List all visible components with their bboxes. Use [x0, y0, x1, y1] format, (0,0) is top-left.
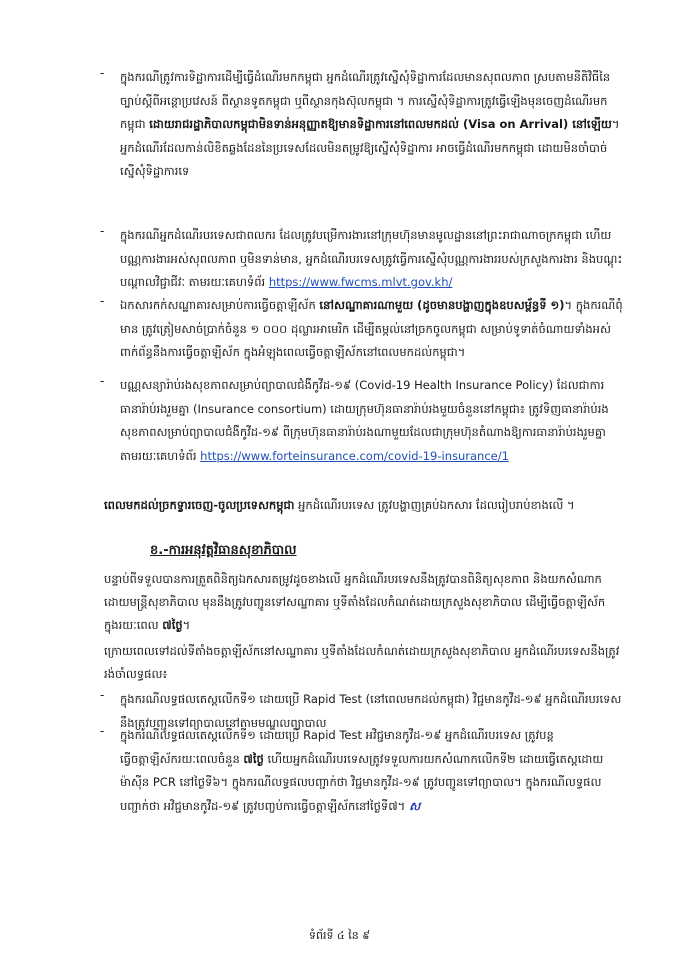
- health-paragraph-2: ក្រោយពេលទៅដល់ទីតាំងចត្តាឡីស័កនៅសណ្ឋាគារ ឬទីតាំងដែលកំណត់ដោយក្រសួងសុខាភិបាល អ្នកដំណើរបរទេសនឹងត្រូវរង់ចាំលទ្ធផល៖: [104, 644, 620, 681]
- arrival-paragraph: ពេលមកដល់ច្រកទ្វារចេញ-ចូលប្រទេសកម្ពុជា អ្នកដំណើរបរទេស ត្រូវបង្ហាញគ្រប់ឯកសារ ដែលរៀបរាប់ខាងលើ ។: [104, 498, 575, 512]
- section-heading: ខ.-ការអនុវត្តវិធានសុខាភិបាល: [150, 543, 297, 558]
- bullet-dash: -: [100, 688, 105, 702]
- list-item: [100, 374, 624, 492]
- bullet-dash: -: [100, 294, 105, 308]
- positive-result-text: ក្នុងករណីលទ្ធផលតេស្តលើកទី១ ដោយប្រើ Rapid Test (នៅពេលមកដល់កម្ពុជា) វិជ្ជមានកូវីដ-១៩ អ្នកដំណើរបរទេសនឹងត្រូវបញ្ជូនទៅព្យាបាលនៅតាមមណ្ឌលព្យាបាល: [120, 692, 622, 730]
- bullet-dash: -: [100, 224, 105, 238]
- work-permit-text: ក្នុងករណីអ្នកដំណើរបរទេសជាពលករ ដែលត្រូវបម្រើការងារនៅក្រុមហ៊ុនមានមូលដ្ឋាននៅព្រះរាជាណាចក្រកម្ពុជា ហើយបណ្ណការងារអស់សុពលភាព ឬមិនទាន់មាន, អ្នកដំណើរបរទេសត្រូវធ្វើការស្នើសុំបណ្ណការងាររបស់ក្រសួងការងារ និងបណ្តុះបណ្តាលវិជ្ជាជីវៈ តាមរយៈគេហទំព័រ https://www.fwcms.mlvt.gov.kh/: [120, 228, 623, 289]
- insurance-text: បណ្ណសន្យារ៉ាប់រងសុខភាពសម្រាប់ព្យាបាលជំងឺកូវីដ-១៩ (Covid-19 Health Insurance Policy) ដែលជាការធានារ៉ាប់រងរួមគ្នា (Insurance consortium) ដោយក្រុមហ៊ុនធានារ៉ាប់រងមួយចំនួននៅកម្ពុជា៖ ត្រូវទិញធានារ៉ាប់រងសុខភាពសម្រាប់ព្យាបាលជំងឺកូវីដ-១៩ ពីក្រុមហ៊ុនធានារ៉ាប់រងណាមួយដែលជាក្រុមហ៊ុនតំណាងឱ្យការធានារ៉ាប់រងរួមគ្នា តាមរយៈគេហទំព័រ https://www.forteinsurance.com/covid-19-insurance/1: [120, 378, 609, 463]
- health-paragraph-1: បន្ទាប់ពីទទួលបានការត្រួតពិនិត្យឯកសារតម្រូវដូចខាងលើ អ្នកដំណើរបរទេសនឹងត្រូវបានពិនិត្យសុខភាព និងយកសំណាកដោយមន្ត្រីសុខាភិបាល មុននឹងត្រូវបញ្ជូនទៅសណ្ឋាគារ ឬទីតាំងដែលកំណត់ដោយក្រសួងសុខាភិបាល ដើម្បីធ្វើចត្តាឡីស័ក ក្នុងរយៈពេល ៧ថ្ងៃ។: [104, 572, 606, 632]
- handwritten-initial: ស: [409, 798, 421, 813]
- bullet-dash: -: [100, 724, 105, 738]
- page-number: ទំព័រទី ៤ នៃ ៩: [309, 929, 370, 942]
- list-item: [100, 724, 624, 854]
- bullet-dash: -: [100, 374, 105, 388]
- visa-requirement-text: ក្នុងករណីត្រូវការទិដ្ឋាការដើម្បីធ្វើដំណើរមកកម្ពុជា អ្នកដំណើរត្រូវស្នើសុំទិដ្ឋាការដែលមានសុពលភាព ស្របតាមនីតិវិធីនៃច្បាប់ស្ដីពីអន្តោប្រវេសន៍ ពីស្ថានទូតកម្ពុជា ឬពីស្ថានកុងស៊ុលកម្ពុជា ។ ការស្នើសុំទិដ្ឋាការត្រូវធ្វើឡើងមុនចេញដំណើរមកកម្ពុជា ដោយរាជរដ្ឋាភិបាលកម្ពុជាមិនទាន់អនុញ្ញាតឱ្យមានទិដ្ឋាការនៅពេលមកដល់ (Visa on Arrival) នៅឡើយ។ អ្នកដំណើរដែលកាន់លិខិតឆ្លងដែននៃប្រទេសដែលមិនតម្រូវឱ្យស្នើសុំទិដ្ឋាការ អាចធ្វើដំណើរមកកម្ពុជា ដោយមិនចាំបាច់ស្នើសុំទិដ្ឋាការទេ: [120, 70, 620, 178]
- bullet-dash: -: [100, 66, 105, 80]
- forte-insurance-link[interactable]: https://www.forteinsurance.com/covid-19-insurance/1: [200, 448, 509, 463]
- fwcms-link[interactable]: https://www.fwcms.mlvt.gov.kh/: [268, 275, 453, 289]
- list-item: [100, 224, 624, 296]
- list-item: [100, 294, 624, 374]
- negative-result-text: ក្នុងករណីលទ្ធផលតេស្តលើកទី១ ដោយប្រើ Rapid Test អវិជ្ជមានកូវីដ-១៩ អ្នកដំណើរបរទេស ត្រូវបន្តធ្វើចត្តាឡីស័ករយៈពេលចំនួន ៧ថ្ងៃ ហើយអ្នកដំណើរបរទេសត្រូវទទួលការយកសំណាកលើកទី២ ដោយធ្វើតេស្តដោយម៉ាស៊ីន PCR នៅថ្ងៃទី៦។ ក្នុងករណីលទ្ធផលបញ្ជាក់ថា វិជ្ជមានកូវីដ-១៩ ត្រូវបញ្ជូនទៅព្យាបាល។ ក្នុងករណីលទ្ធផលបញ្ជាក់ថា អវិជ្ជមានកូវីដ-១៩ ត្រូវបញ្ចប់ការធ្វើចត្តាឡីស័កនៅថ្ងៃទី៧។ ស: [120, 724, 624, 818]
- hotel-booking-text: ឯកសារកក់សណ្ឋាគារសម្រាប់ការធ្វើចត្តាឡីស័ក នៅសណ្ឋាគារណាមួយ (ដូចមានបង្ហាញក្នុងឧបសម្ព័ន្ធទី ១)។ ក្នុងករណីពុំមាន ត្រូវត្រៀមសាច់ប្រាក់ចំនួន ១ ០០០ ដុល្លារអាមេរិក ដើម្បីតម្កល់នៅច្រកចូលកម្ពុជា សម្រាប់ទូទាត់ចំណាយទាំងអស់ពាក់ព័ន្ធនឹងការធ្វើចត្តាឡីស័ក ក្នុងអំឡុងពេលធ្វើចត្តាឡីស័កនៅពេលមកដល់កម្ពុជា។: [120, 298, 623, 359]
- list-item: [100, 66, 624, 226]
